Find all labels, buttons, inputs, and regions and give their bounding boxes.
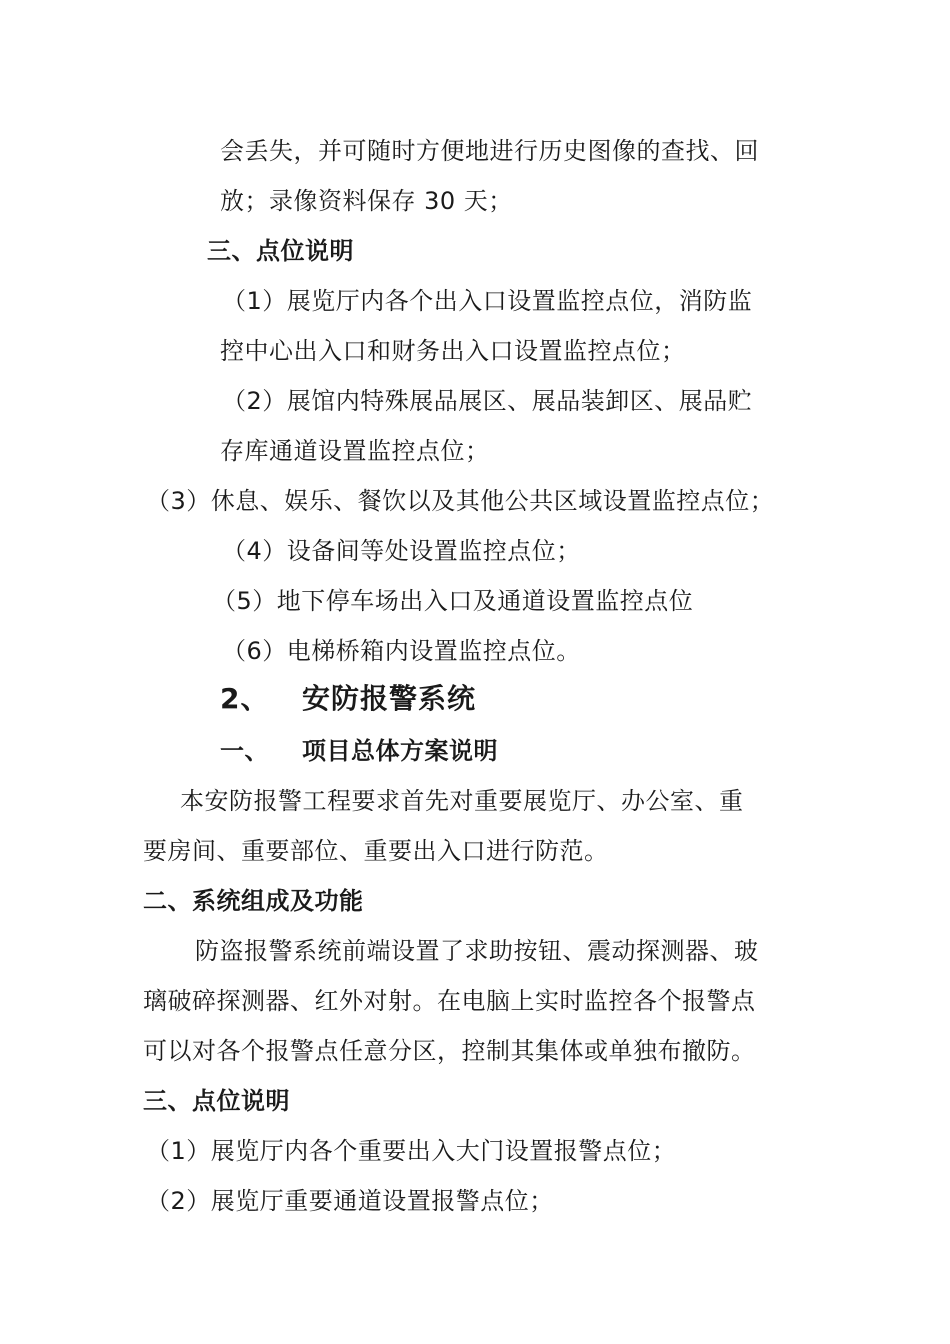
list-item: （2）展馆内特殊展品展区、展品装卸区、展品贮: [222, 387, 753, 415]
subheading-number: 一、: [220, 737, 269, 765]
list-item: （5）地下停车场出入口及通道设置监控点位: [212, 587, 694, 615]
subheading-project-overview: [220, 735, 498, 767]
list-item: （6）电梯桥箱内设置监控点位。: [222, 637, 581, 665]
paragraph-line: 会丢失，并可随时方便地进行历史图像的查找、回: [220, 137, 759, 165]
heading-number: 2、: [220, 682, 270, 715]
list-item: （2）展览厅重要通道设置报警点位；: [146, 1187, 554, 1215]
paragraph-line: 本安防报警工程要求首先对重要展览厅、办公室、重: [180, 787, 744, 815]
list-item: （4）设备间等处设置监控点位；: [222, 537, 581, 565]
paragraph-line: 可以对各个报警点任意分区，控制其集体或单独布撤防。: [143, 1037, 756, 1065]
heading-security-alarm-system: [220, 683, 476, 715]
section-heading-point-description: 三、点位说明: [207, 237, 354, 265]
paragraph-line: 防盗报警系统前端设置了求助按钮、震动探测器、玻: [195, 937, 759, 965]
section-heading-point-description-alarm: 三、点位说明: [143, 1087, 290, 1115]
list-item: （3）休息、娱乐、餐饮以及其他公共区域设置监控点位；: [146, 487, 775, 515]
list-item-continuation: 存库通道设置监控点位；: [220, 437, 490, 465]
section-heading-system-composition: 二、系统组成及功能: [143, 887, 364, 915]
paragraph-line: 要房间、重要部位、重要出入口进行防范。: [143, 837, 609, 865]
subheading-title: 项目总体方案说明: [302, 737, 498, 765]
heading-title: 安防报警系统: [302, 682, 477, 715]
list-item-continuation: 控中心出入口和财务出入口设置监控点位；: [220, 337, 686, 365]
list-item: （1）展览厅内各个重要出入大门设置报警点位；: [146, 1137, 677, 1165]
paragraph-line: 璃破碎探测器、红外对射。在电脑上实时监控各个报警点: [143, 987, 756, 1015]
list-item: （1）展览厅内各个出入口设置监控点位，消防监: [222, 287, 753, 315]
paragraph-line: 放；录像资料保存 30 天；: [220, 187, 513, 215]
